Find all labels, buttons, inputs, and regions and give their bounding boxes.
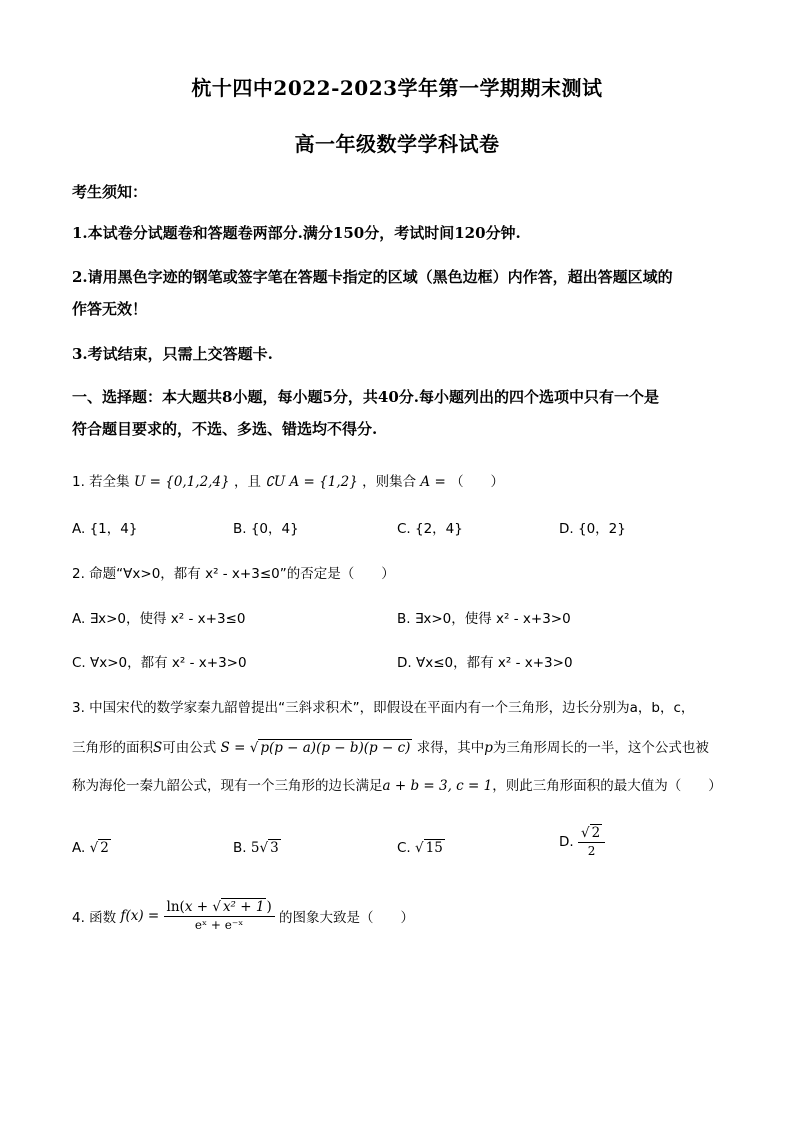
q4-numerator-inner: x + bbox=[184, 899, 213, 915]
q1-universal-set: U = {0,1,2,4} bbox=[133, 474, 230, 490]
q3-heron-radicand: p(p − a)(p − b)(p − c) bbox=[260, 740, 411, 756]
q1-prefix: 1. 若全集 bbox=[72, 474, 130, 490]
question-1-stem bbox=[72, 470, 504, 490]
q3-option-b-coefficient: 5 bbox=[250, 840, 260, 856]
q4-numerator: ln(x + √ x² + 1 ) bbox=[164, 900, 275, 917]
q3-option-a-label: A. bbox=[72, 840, 86, 856]
exam-title: 杭十四中2022-2023学年第一学期期末测试 bbox=[191, 76, 603, 100]
q3-option-c bbox=[397, 840, 445, 856]
section-heading-line1: 一、选择题：本大题共8小题，每小题5分，共40分.每小题列出的四个选项中只有一个是 bbox=[72, 388, 659, 406]
q4-suffix: 的图象大致是（ ） bbox=[279, 910, 415, 927]
notice-item-3: 3.考试结束，只需上交答题卡. bbox=[72, 345, 273, 363]
q3-condition: a + b = 3, c = 1 bbox=[382, 778, 493, 794]
q1-suffix: ，则集合 bbox=[362, 474, 417, 490]
q2-option-b: B. ∃x>0，使得 x² - x+3>0 bbox=[397, 611, 571, 627]
q3-option-c-label: C. bbox=[397, 840, 411, 856]
q3-line2-a: 三角形的面积 bbox=[72, 740, 153, 756]
q3-option-a-radicand: 2 bbox=[100, 840, 109, 856]
q3-formula-left: S = bbox=[220, 740, 246, 756]
q2-option-c: C. ∀x>0，都有 x² - x+3>0 bbox=[72, 655, 247, 671]
q3-option-d-label: D. bbox=[559, 834, 574, 851]
q1-option-b: B. {0，4} bbox=[233, 521, 299, 537]
question-3-line2 bbox=[72, 736, 709, 756]
notice-heading: 考生须知： bbox=[72, 183, 148, 201]
q3-line3-b: ，则此三角形面积的最大值为（ ） bbox=[492, 778, 722, 794]
q4-denominator: eˣ + e⁻ˣ bbox=[194, 917, 244, 932]
q1-option-a: A. {1，4} bbox=[72, 521, 138, 537]
q1-option-d: D. {0，2} bbox=[559, 521, 626, 537]
q1-mid: ，且 bbox=[233, 474, 261, 490]
q3-p-symbol: p bbox=[484, 740, 493, 756]
q3-heron-formula: √ p(p − a)(p − b)(p − c) bbox=[249, 740, 411, 756]
exam-subtitle: 高一年级数学学科试卷 bbox=[294, 132, 500, 156]
q3-option-b bbox=[233, 840, 281, 856]
q4-numerator-radicand: x² + 1 bbox=[222, 899, 265, 915]
q3-line2-c: 求得，其中 bbox=[416, 740, 485, 756]
q3-option-a-value: √ 2 bbox=[89, 840, 109, 856]
question-2-stem: 2. 命题“∀x>0，都有 x² - x+3≤0”的否定是（ ） bbox=[72, 566, 395, 582]
notice-item-2a: 2.请用黑色字迹的钢笔或签字笔在答题卡指定的区域（黑色边框）内作答，超出答题区域的 bbox=[72, 268, 673, 286]
q2-option-a: A. ∃x>0，使得 x² - x+3≤0 bbox=[72, 611, 246, 627]
q3-option-c-value: √ 15 bbox=[415, 840, 443, 856]
q2-option-d: D. ∀x≤0，都有 x² - x+3>0 bbox=[397, 655, 573, 671]
q3-option-b-value: √ 3 bbox=[259, 840, 279, 856]
question-4-stem bbox=[72, 900, 414, 932]
notice-item-1: 1.本试卷分试题卷和答题卷两部分.满分150分，考试时间120分钟. bbox=[72, 224, 521, 242]
q3-option-d-fraction: $\frac{√ 2}{2}$ bbox=[578, 826, 605, 858]
q4-prefix: 4. 函数 bbox=[72, 910, 117, 927]
q1-complement: ∁U A = {1,2} bbox=[265, 474, 358, 490]
notice-item-2b: 作答无效！ bbox=[72, 300, 148, 318]
q3-area-symbol: S bbox=[153, 740, 163, 756]
q3-option-d-numerator: 2 bbox=[591, 825, 601, 841]
q3-option-d-denominator: 2 bbox=[587, 843, 596, 858]
q1-set-a: A = bbox=[420, 474, 446, 490]
q3-option-b-label: B. bbox=[233, 840, 247, 856]
q3-line2-d: 为三角形周长的一半，这个公式也被 bbox=[492, 740, 709, 756]
q3-option-c-radicand: 15 bbox=[425, 840, 443, 856]
q1-paren: （ ） bbox=[450, 474, 505, 490]
q3-option-b-radicand: 3 bbox=[270, 840, 279, 856]
section-heading-line2: 符合题目要求的，不选、多选、错选均不得分. bbox=[72, 420, 378, 438]
q3-option-a bbox=[72, 840, 111, 856]
question-3-line3 bbox=[72, 774, 722, 794]
q3-line2-b: 可由公式 bbox=[162, 740, 217, 756]
q1-option-c: C. {2，4} bbox=[397, 521, 463, 537]
question-3-line1: 3. 中国宋代的数学家秦九韶曾提出“三斜求积术”，即假设在平面内有一个三角形，边长分别为a，b，c， bbox=[72, 700, 695, 716]
q3-option-d bbox=[559, 826, 605, 858]
q4-function-fraction bbox=[164, 900, 275, 932]
q4-function-name: f(x) = bbox=[120, 908, 160, 925]
q4-ln: ln bbox=[166, 899, 180, 915]
q3-line3-a: 称为海伦一秦九韶公式，现有一个三角形的边长满足 bbox=[72, 778, 383, 794]
